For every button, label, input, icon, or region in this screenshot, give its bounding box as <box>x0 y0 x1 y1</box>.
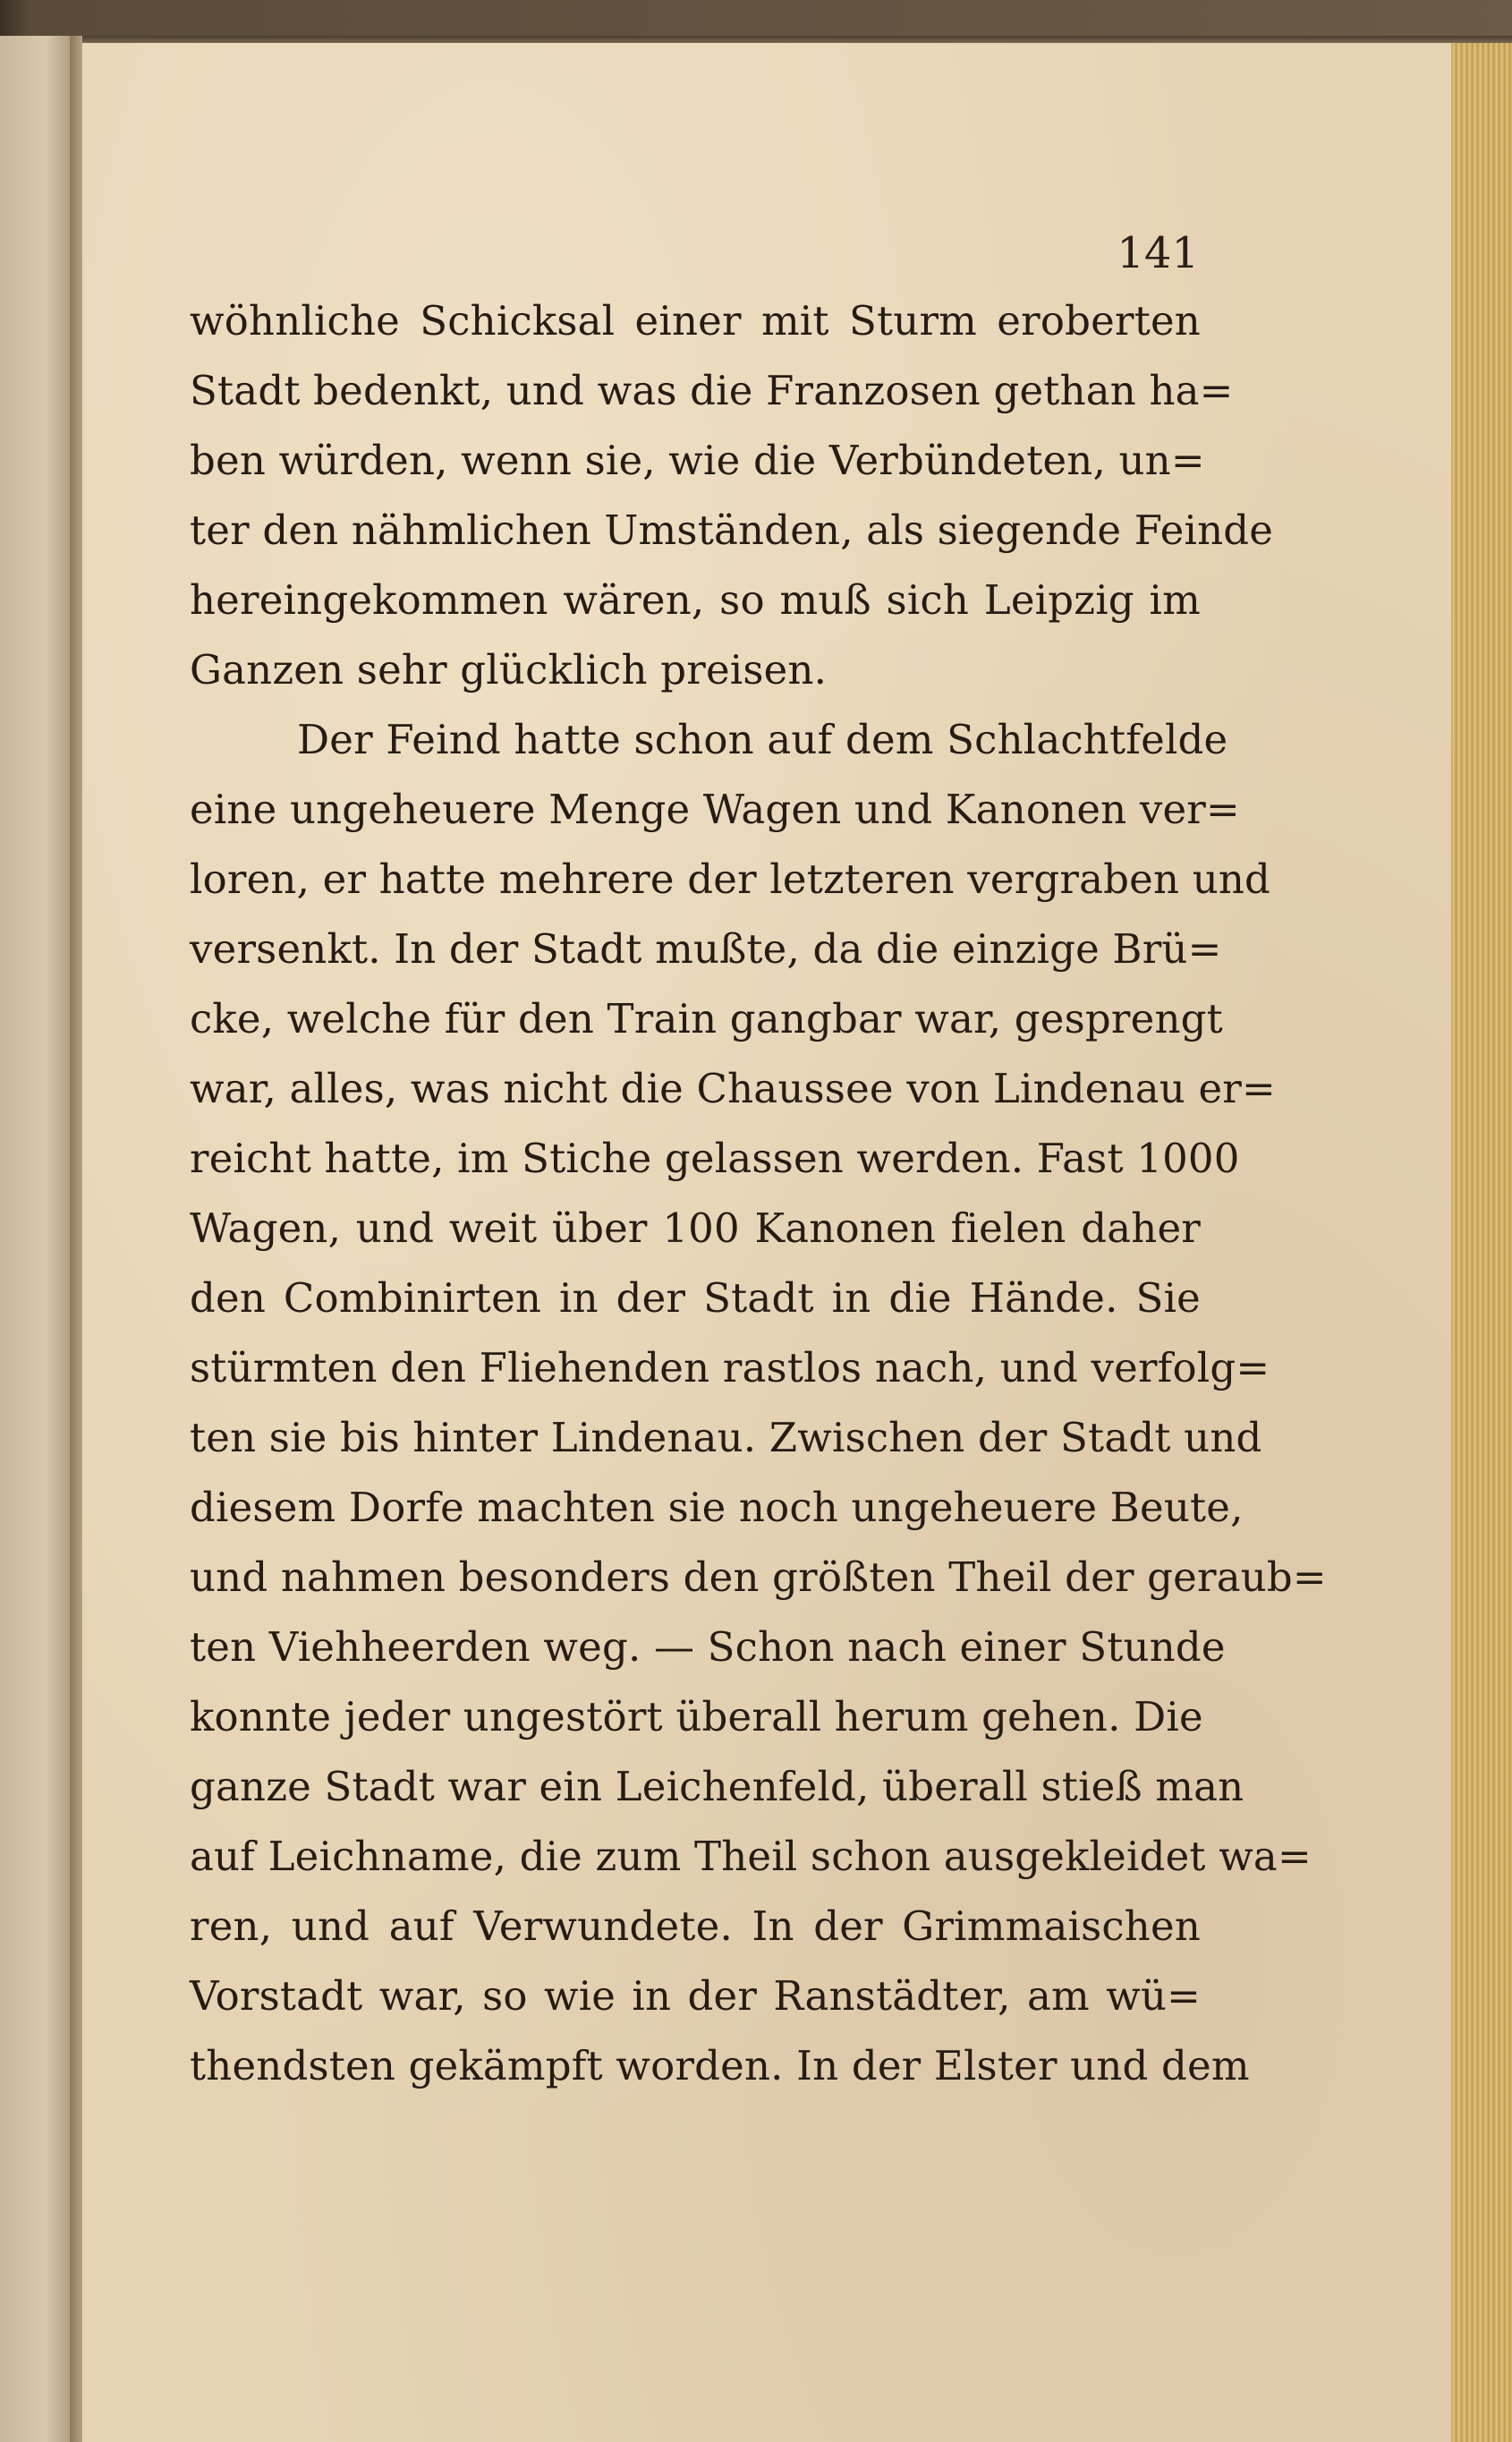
text-line: ter den nähmlichen Umständen, als siegende Feinde <box>190 506 1274 554</box>
text-line: ben würden, wenn sie, wie die Verbündeten, un= <box>190 437 1205 484</box>
text-line: ten Viehheerden weg. — Schon nach einer Stunde <box>190 1623 1226 1671</box>
gilt-fore-edge <box>1451 43 1512 2442</box>
text-line: und nahmen besonders den größten Theil der geraub= <box>190 1553 1327 1601</box>
text-line: Ganzen sehr glücklich preisen. <box>190 646 828 693</box>
text-line: stürmten den Fliehenden rastlos nach, und verfolg= <box>190 1344 1270 1391</box>
text-line: ren, und auf Verwundete. In der Grimmaischen <box>190 1902 1201 1950</box>
body-text <box>190 286 1327 2101</box>
text-line: auf Leichname, die zum Theil schon ausgekleidet wa= <box>190 1833 1312 1880</box>
text-line: Wagen, und weit über 100 Kanonen fielen daher <box>190 1204 1201 1252</box>
text-line: wöhnliche Schicksal einer mit Sturm eroberten <box>190 297 1201 345</box>
text-line: ganze Stadt war ein Leichenfeld, überall stieß man <box>190 1763 1244 1810</box>
page-number: 141 <box>1117 228 1199 278</box>
text-line: Vorstadt war, so wie in der Ranstädter, am wü= <box>190 1972 1201 2020</box>
text-line: reicht hatte, im Stiche gelassen werden. Fast 1000 <box>190 1135 1240 1182</box>
text-line: thendsten gekämpft worden. In der Elster und dem <box>190 2042 1250 2089</box>
text-line: cke, welche für den Train gangbar war, gesprengt <box>190 995 1223 1042</box>
text-line: konnte jeder ungestört überall herum gehen. Die <box>190 1693 1203 1740</box>
text-line: versenkt. In der Stadt mußte, da die einzige Brü= <box>190 925 1222 973</box>
text-line: eine ungeheuere Menge Wagen und Kanonen ver= <box>190 786 1240 833</box>
text-line: war, alles, was nicht die Chaussee von Lindenau er= <box>190 1065 1276 1112</box>
text-line-paragraph-start: Der Feind hatte schon auf dem Schlachtfelde <box>297 716 1228 763</box>
text-line: hereingekommen wären, so muß sich Leipzig im <box>190 576 1201 624</box>
text-line: ten sie bis hinter Lindenau. Zwischen der Stadt und <box>190 1414 1262 1461</box>
text-line: Stadt bedenkt, und was die Franzosen gethan ha= <box>190 367 1234 414</box>
text-line: den Combinirten in der Stadt in die Hände. Sie <box>190 1274 1201 1322</box>
left-page-edge <box>0 36 76 2442</box>
text-line: loren, er hatte mehrere der letzteren vergraben und <box>190 855 1271 903</box>
text-line: diesem Dorfe machten sie noch ungeheuere Beute, <box>190 1484 1244 1531</box>
